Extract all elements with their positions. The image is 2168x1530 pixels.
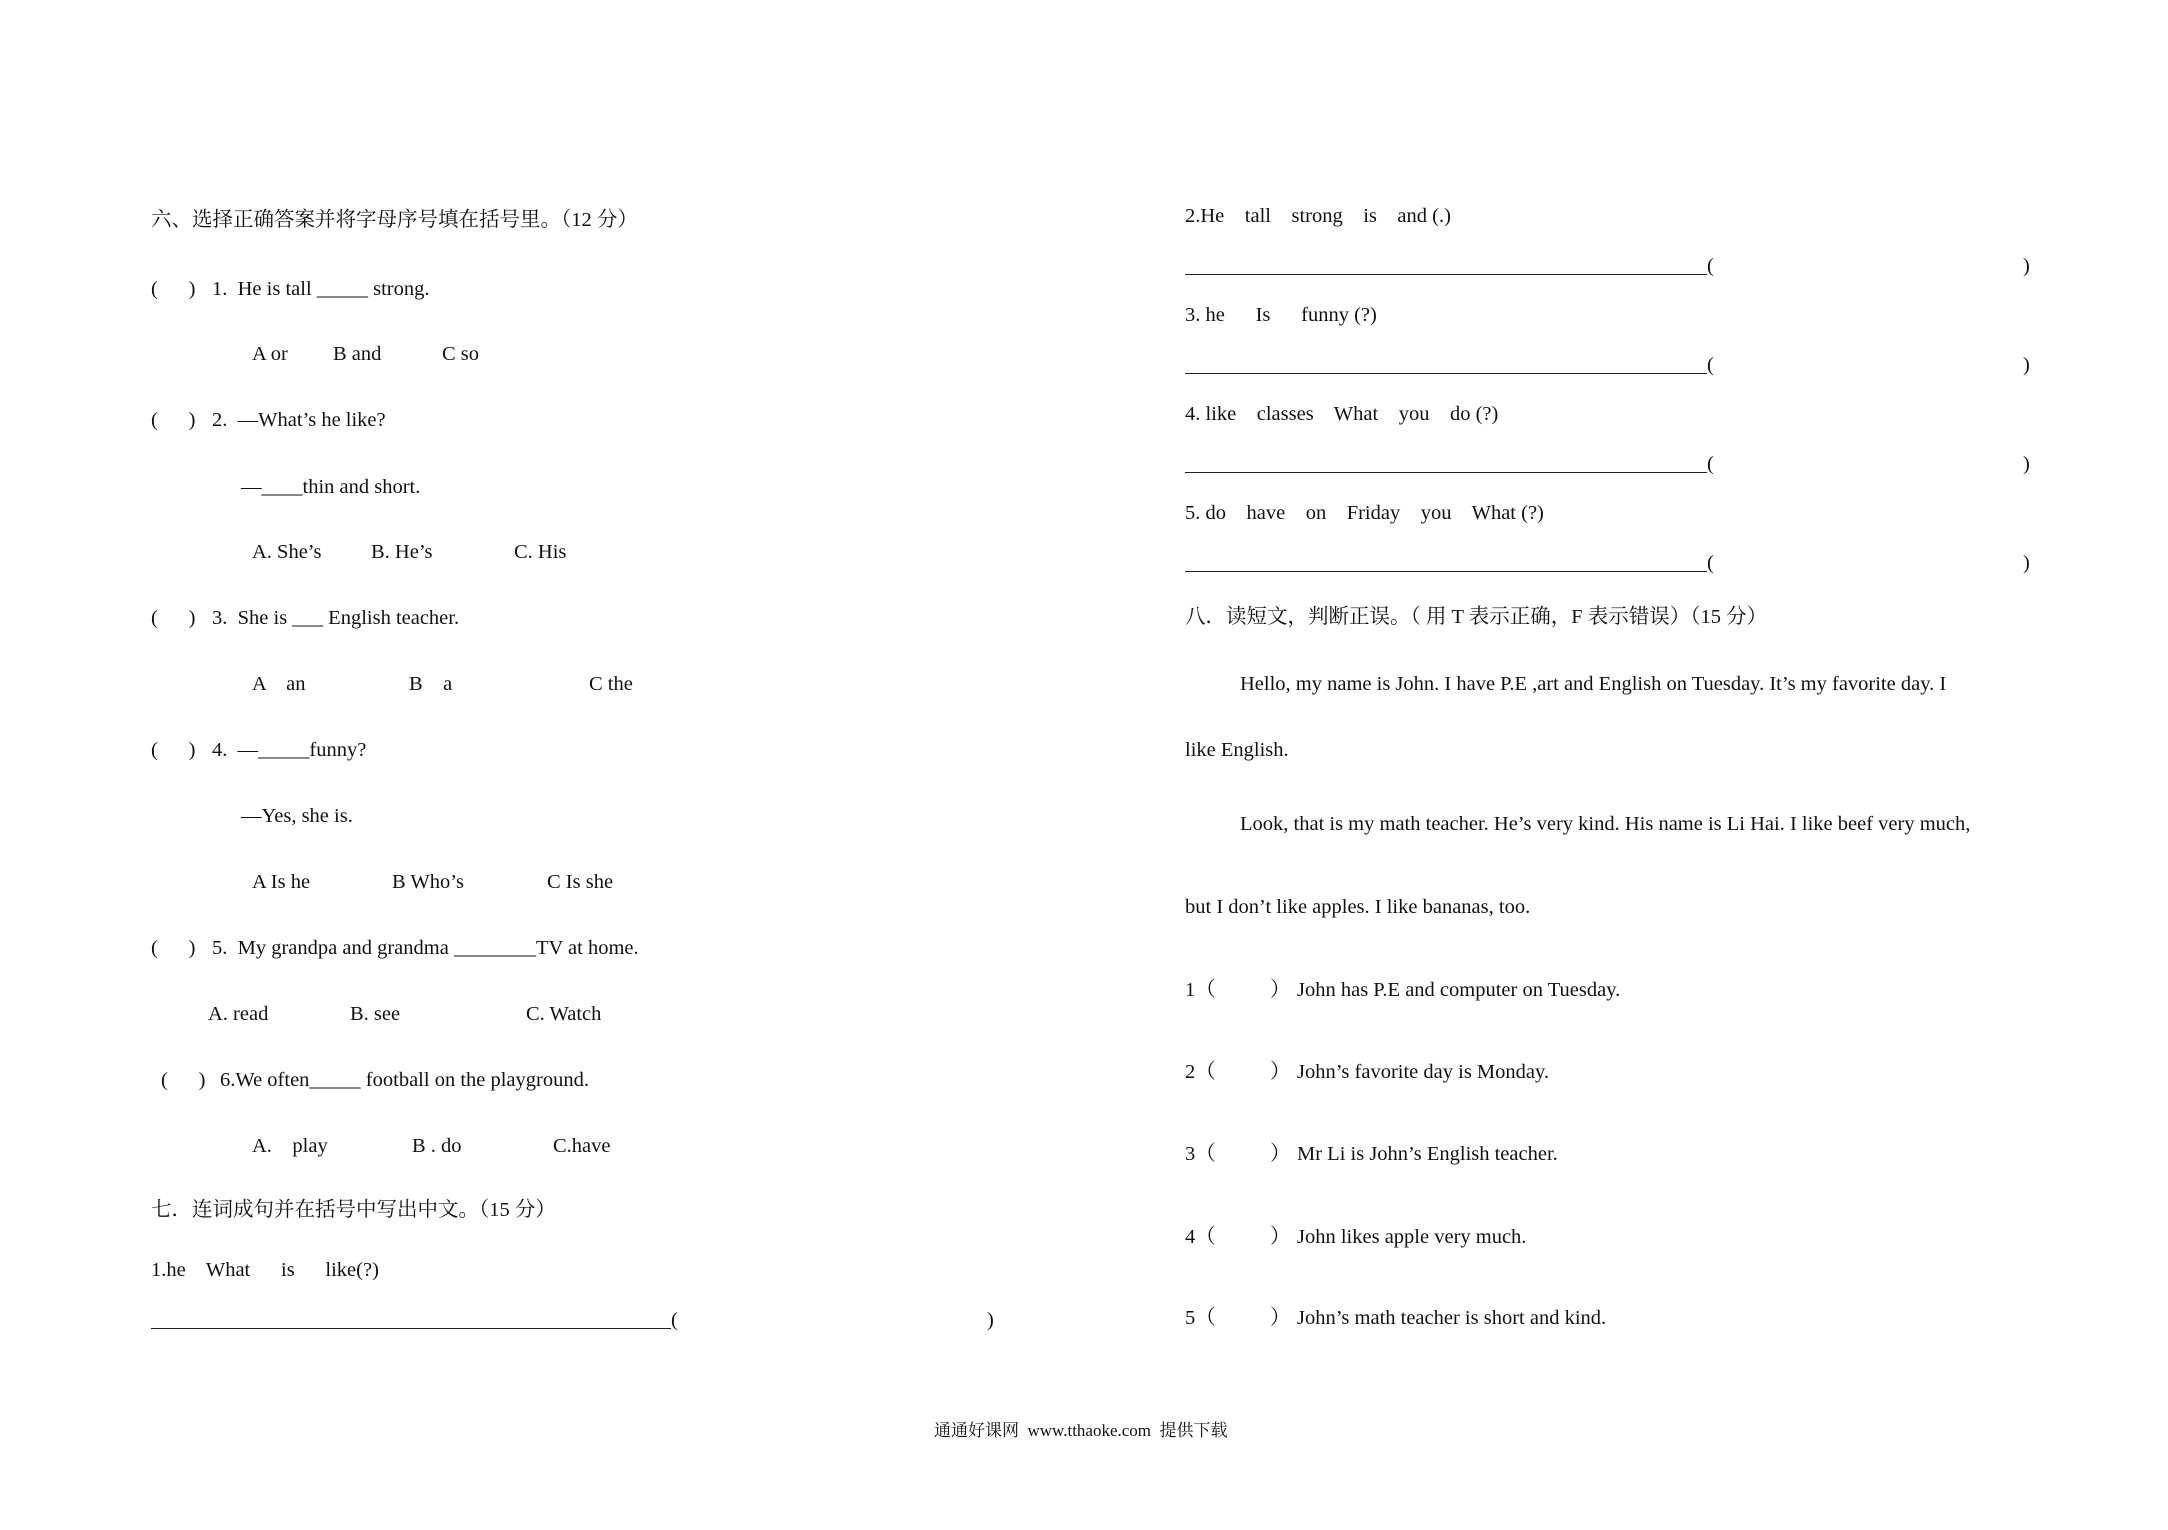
bracket-close: ) — [987, 1309, 994, 1331]
scrambled-words: 1.he What is like(?) — [151, 1259, 379, 1281]
option-a: A Is he — [252, 871, 311, 893]
answer-bracket[interactable]: ( ) — [151, 937, 196, 959]
option-b: B . do — [412, 1135, 462, 1157]
option-a: A or — [252, 343, 288, 365]
statement-text: John’s favorite day is Monday. — [1297, 1061, 1550, 1083]
statement-text: John has P.E and computer on Tuesday. — [1297, 979, 1621, 1001]
statement-number: 3（ — [1185, 1143, 1216, 1165]
answer-bracket[interactable]: ( ) — [161, 1069, 206, 1091]
answer-bracket[interactable]: ( ) — [151, 607, 196, 629]
bracket-open: ( — [1707, 552, 1714, 574]
answer-bracket[interactable]: ( ) — [151, 278, 196, 300]
question-stem: 6.We often_____ football on the playground. — [220, 1069, 589, 1091]
option-b: B and — [333, 343, 382, 365]
option-a: A an — [252, 673, 306, 695]
bracket-open: ( — [1707, 255, 1714, 277]
answer-line: —____thin and short. — [241, 476, 421, 498]
option-c: C the — [589, 673, 633, 695]
passage-line: like English. — [1185, 739, 1289, 761]
statement-text: Mr Li is John’s English teacher. — [1297, 1143, 1558, 1165]
bracket-close: ) — [2023, 453, 2030, 475]
answer-underline[interactable] — [1185, 472, 1707, 473]
option-b: B a — [409, 673, 453, 695]
option-b: B. see — [350, 1003, 401, 1025]
answer-underline[interactable] — [1185, 373, 1707, 374]
answer-bracket-close[interactable]: ） — [1270, 979, 1291, 1001]
option-c: C Is she — [547, 871, 614, 893]
bracket-open: ( — [671, 1309, 678, 1331]
answer-bracket-close[interactable]: ） — [1270, 1143, 1291, 1165]
option-a: A. read — [208, 1003, 269, 1025]
statement-number: 4（ — [1185, 1226, 1216, 1248]
statement-text: John likes apple very much. — [1297, 1226, 1527, 1248]
passage-line: Look, that is my math teacher. He’s very kind. His name is Li Hai. I like beef very much, — [1240, 813, 1971, 835]
passage-line: but I don’t like apples. I like bananas, too. — [1185, 896, 1531, 918]
scrambled-words: 3. he Is funny (?) — [1185, 304, 1377, 326]
option-b: B. He’s — [371, 541, 433, 563]
answer-bracket-close[interactable]: ） — [1270, 1061, 1291, 1083]
bracket-close: ) — [2023, 255, 2030, 277]
passage-line: Hello, my name is John. I have P.E ,art and English on Tuesday. It’s my favorite day. I — [1240, 673, 1947, 695]
section7-title: 七．连词成句并在括号中写出中文。（15 分） — [151, 1199, 556, 1221]
option-a: A. play — [252, 1135, 328, 1157]
footer-source: 通通好课网 www.tthaoke.com 提供下载 — [934, 1421, 1228, 1440]
question-stem: 3. She is ___ English teacher. — [212, 607, 460, 629]
question-stem: 5. My grandpa and grandma ________TV at home. — [212, 937, 639, 959]
section8-title: 八．读短文，判断正误。（ 用 T 表示正确，F 表示错误）（15 分） — [1185, 606, 1768, 628]
bracket-open: ( — [1707, 453, 1714, 475]
scrambled-words: 5. do have on Friday you What (?) — [1185, 502, 1544, 524]
option-a: A. She’s — [252, 541, 322, 563]
answer-underline[interactable] — [151, 1328, 671, 1329]
statement-number: 2（ — [1185, 1061, 1216, 1083]
answer-underline[interactable] — [1185, 274, 1707, 275]
bracket-close: ) — [2023, 552, 2030, 574]
answer-bracket[interactable]: ( ) — [151, 739, 196, 761]
answer-underline[interactable] — [1185, 571, 1707, 572]
question-stem: 4. —_____funny? — [212, 739, 367, 761]
bracket-close: ) — [2023, 354, 2030, 376]
option-c: C. Watch — [526, 1003, 602, 1025]
scrambled-words: 4. like classes What you do (?) — [1185, 403, 1499, 425]
option-c: C so — [442, 343, 480, 365]
section6-title: 六、选择正确答案并将字母序号填在括号里。（12 分） — [151, 209, 638, 231]
option-c: C. His — [514, 541, 567, 563]
option-b: B Who’s — [392, 871, 464, 893]
question-stem: 1. He is tall _____ strong. — [212, 278, 430, 300]
statement-number: 1（ — [1185, 979, 1216, 1001]
scrambled-words: 2.He tall strong is and (.) — [1185, 205, 1451, 227]
option-c: C.have — [553, 1135, 611, 1157]
answer-line: —Yes, she is. — [241, 805, 353, 827]
question-stem: 2. —What’s he like? — [212, 409, 386, 431]
statement-text: John’s math teacher is short and kind. — [1297, 1307, 1607, 1329]
statement-number: 5（ — [1185, 1307, 1216, 1329]
answer-bracket-close[interactable]: ） — [1270, 1307, 1291, 1329]
answer-bracket[interactable]: ( ) — [151, 409, 196, 431]
bracket-open: ( — [1707, 354, 1714, 376]
answer-bracket-close[interactable]: ） — [1270, 1226, 1291, 1248]
